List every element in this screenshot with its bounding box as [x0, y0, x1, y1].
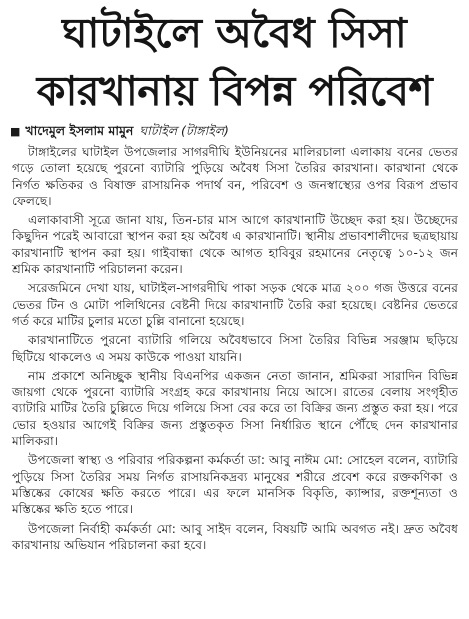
article-paragraph: নাম প্রকাশে অনিচ্ছুক স্থানীয় বিএনপির একজন নেতা জানান, শ্রমিকরা সারাদিন বিভিন্ন জায়গা থেকে পুরনো ব্যাটারি সংগ্রহ করে কারখানায় নিয়ে আসে। রাতের বেলায় সংগৃহীত ব্যাটারি মাটির তৈরি চুল্লিতে দিয়ে গলিয়ে সিসা বের করে তা বিক্রির জন্য প্রস্তুত করা হয়। পরে ভোর হওয়ার আগেই বিক্রির জন্য প্রস্তুতকৃত সিসা নির্ধারিত স্থানে পৌঁছে দেন কারখানার মালিকরা।	[12, 368, 458, 449]
article-paragraph: সরেজমিনে দেখা যায়, ঘাটাইল-সাগরদীঘি পাকা সড়ক থেকে মাত্র ২০০ গজ উত্তরে বনের ভেতর টিন ও মোটা পলিথিনের বেষ্টনী দিয়ে কারখানাটি তৈরি করা হয়েছে। বেষ্টনির ভেতরে গর্ত করে মাটির চুলার মতো চুল্লি বানানো হয়েছে।	[12, 281, 458, 328]
byline-author: খাদেমুল ইসলাম মামুন	[25, 123, 134, 138]
article-paragraph: উপজেলা নির্বাহী কর্মকর্তা মো: আবু সাইদ বলেন, বিষয়টি আমি অবগত নই। দ্রুত অবৈধ কারখানায় অভিযান পরিচালনা করা হবে।	[12, 521, 458, 552]
byline	[10, 121, 460, 141]
article-paragraph: কারখানাটিতে পুরনো ব্যাটারি গলিয়ে অবৈধভাবে সিসা তৈরির বিভিন্ন সরঞ্জাম ছড়িয়ে ছিটিয়ে থাকলেও এ সময় কাউকে পাওয়া যায়নি।	[12, 333, 458, 364]
article-paragraph: উপজেলা স্বাস্থ্য ও পরিবার পরিকল্পনা কর্মকর্তা ডা: আবু নাঈম মো: সোহেল বলেন, ব্যাটারি পুড়িয়ে সিসা তৈরির সময় নির্গত রাসায়নিকদ্রব্য মানুষের শরীরে প্রবেশ করে রক্তকণিকা ও মস্তিষ্কের কোষের ক্ষতি করতে পারে। এর ফলে মানসিক বিকৃতি, ক্যান্সার, রক্তশূন্যতা ও মস্তিষ্কের ক্ষতি হতে পারে।	[12, 453, 458, 517]
byline-place: ঘাটাইল (টাঙ্গাইল)	[139, 123, 229, 138]
square-bullet-icon: ■	[10, 125, 21, 138]
article-body	[12, 144, 458, 556]
headline	[0, 4, 469, 120]
headline-line-2: কারখানায় বিপন্ন পরিবেশ	[36, 67, 433, 115]
headline-line-1: ঘাটাইলে অবৈধ সিসা	[62, 9, 407, 57]
article-paragraph: এলাকাবাসী সূত্রে জানা যায়, তিন-চার মাস আগে কারখানাটি উচ্ছেদ করা হয়। উচ্ছেদের কিছুদিন পরেই আবারো স্থাপন করা হয় অবৈধ এ কারখানাটি। স্থানীয় প্রভাবশালীদের ছত্রছায়ায় কারখানাটি স্থাপন করা হয়। গাইবান্ধা থেকে আগত হাবিবুর রহমানের নেতৃত্বে ১০-১২ জন শ্রমিক কারখানাটি পরিচালনা করেন।	[12, 213, 458, 277]
article-paragraph: টাঙ্গাইলের ঘাটাইল উপজেলার সাগরদীঘি ইউনিয়নের মালিরচালা এলাকায় বনের ভেতর গড়ে তোলা হয়েছে পুরনো ব্যাটারি পুড়িয়ে অবৈধ সিসা তৈরির কারখানা। কারখানা থেকে নির্গত ক্ষতিকর ও বিষাক্ত রাসায়নিক পদার্থ বন, পরিবেশ ও জনস্বাস্থ্যের ওপর বিরূপ প্রভাব ফেলছে।	[12, 145, 458, 208]
